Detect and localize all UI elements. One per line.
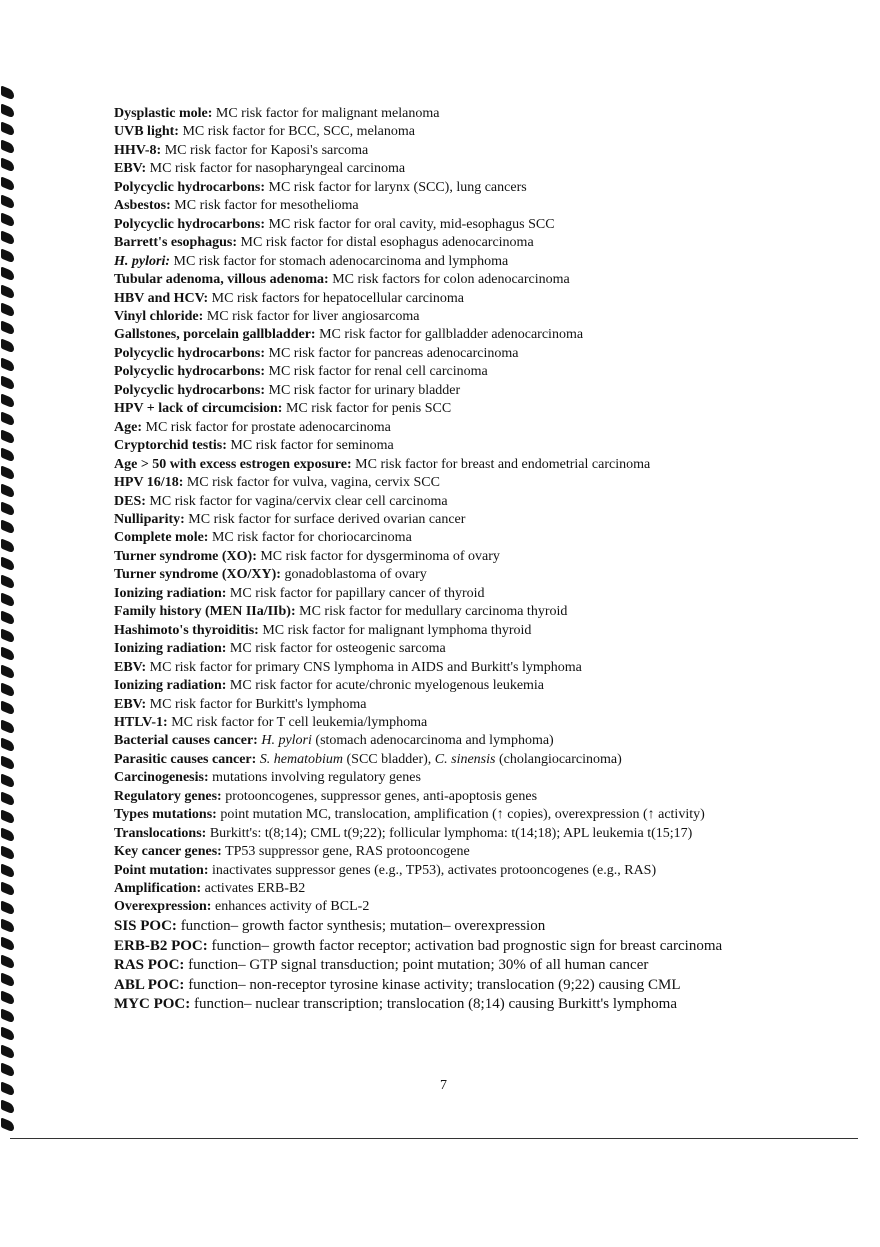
entry-line (114, 677, 854, 695)
entry-line (114, 732, 854, 750)
entry-line (114, 400, 854, 418)
entry-term: EBV: (114, 659, 147, 675)
binding-ring (1, 122, 14, 137)
binding-ring (1, 103, 14, 118)
entry-text: MC risk factor for primary CNS lymphoma in AIDS and Burkitt's lymphoma (146, 659, 582, 675)
entry-term: Parasitic causes cancer: (114, 751, 257, 767)
entry-text: MC risk factors for hepatocellular carcinoma (208, 290, 464, 306)
entry-term: Ionizing radiation: (114, 641, 227, 657)
entry-text: MC risk factor for papillary cancer of thyroid (226, 585, 485, 601)
entry-text: function– growth factor receptor; activation bad prognostic sign for breast carcinoma (207, 937, 723, 954)
entry-line (114, 937, 854, 957)
entry-line (114, 437, 854, 455)
entry-text: inactivates suppressor genes (e.g., TP53), activates protooncogenes (e.g., RAS) (208, 862, 657, 878)
entry-line (114, 566, 854, 584)
entry-term: UVB light: (114, 124, 179, 140)
entry-text: MC risk factor for malignant melanoma (212, 106, 440, 121)
binding-ring (1, 357, 14, 372)
binding-ring (1, 773, 14, 788)
entry-text: MC risk factor for BCC, SCC, melanoma (178, 124, 415, 140)
entry-text: protooncogenes, suppressor genes, anti-apoptosis genes (221, 788, 538, 804)
entry-text: gonadoblastoma of ovary (280, 567, 427, 583)
binding-ring (1, 737, 14, 752)
binding-ring (1, 1081, 14, 1096)
entry-line (114, 880, 854, 898)
entry-term: RAS POC: (114, 957, 185, 974)
entry-text: mutations involving regulatory genes (208, 770, 421, 786)
binding-ring (1, 1099, 14, 1114)
entry-text: MC risk factor for distal esophagus adenocarcinoma (237, 235, 534, 251)
entry-text: MC risk factor for medullary carcinoma thyroid (295, 604, 568, 620)
entry-line (114, 825, 854, 843)
entry-text: MC risk factor for gallbladder adenocarcinoma (315, 327, 584, 343)
binding-ring (1, 646, 14, 661)
entry-term: H. pylori: (114, 253, 170, 269)
entry-text: (stomach adenocarcinoma and lymphoma) (311, 733, 554, 749)
binding-ring (1, 284, 14, 299)
entry-text: MC risk factor for osteogenic sarcoma (226, 641, 446, 657)
entry-line (114, 511, 854, 529)
entry-text: function– nuclear transcription; translocation (8;14) causing Burkitt's lymphoma (190, 996, 677, 1013)
binding-ring (1, 230, 14, 245)
entry-text: MC risk factor for seminoma (226, 438, 394, 454)
spiral-binding (0, 88, 20, 1138)
entry-text: MC risk factor for choriocarcinoma (208, 530, 412, 546)
entry-term: Turner syndrome (XO/XY): (114, 567, 281, 583)
entry-line (114, 843, 854, 861)
entry-term: Gallstones, porcelain gallbladder: (114, 327, 316, 343)
entry-term: DES: (114, 493, 146, 509)
binding-ring (1, 85, 14, 100)
entry-term: Turner syndrome (XO): (114, 548, 257, 564)
entry-text: MC risk factor for malignant lymphoma thyroid (258, 622, 532, 638)
entry-term: HTLV-1: (114, 714, 168, 730)
binding-ring (1, 954, 14, 969)
binding-ring (1, 248, 14, 263)
entry-text: MC risk factor for larynx (SCC), lung cancers (265, 179, 527, 195)
binding-ring (1, 158, 14, 173)
entry-line (114, 271, 854, 289)
entry-term: Polycyclic hydrocarbons: (114, 179, 266, 195)
entry-text: MC risk factor for vulva, vagina, cervix SCC (183, 475, 440, 491)
entry-term: Regulatory genes: (114, 788, 222, 804)
entry-line (114, 474, 854, 492)
entry-text: MC risk factor for urinary bladder (265, 382, 461, 398)
entry-text: MC risk factor for breast and endometrial carcinoma (351, 456, 651, 472)
entry-line (114, 216, 854, 234)
binding-ring (1, 827, 14, 842)
entry-term: Complete mole: (114, 530, 209, 546)
entry-term: Amplification: (114, 881, 202, 897)
entry-term: Asbestos: (114, 198, 171, 214)
binding-ring (1, 665, 14, 680)
entry-term: Cryptorchid testis: (114, 438, 227, 454)
binding-ring (1, 936, 14, 951)
entry-term: Hashimoto's thyroiditis: (114, 622, 259, 638)
binding-ring (1, 918, 14, 933)
binding-ring (1, 755, 14, 770)
binding-ring (1, 212, 14, 227)
entry-term: Bacterial causes cancer: (114, 733, 258, 749)
binding-ring (1, 393, 14, 408)
entry-line (114, 456, 854, 474)
binding-ring (1, 447, 14, 462)
entry-text: MC risk factor for renal cell carcinoma (265, 364, 488, 380)
entry-term: EBV: (114, 696, 147, 712)
entry-line (114, 326, 854, 344)
entry-term: Translocations: (114, 825, 207, 841)
entry-text: Burkitt's: t(8;14); CML t(9;22); follicular lymphoma: t(14;18); APL leukemia t(15;17) (206, 825, 693, 841)
entry-term: SIS POC: (114, 917, 177, 934)
entry-line (114, 696, 854, 714)
entry-term: Tubular adenoma, villous adenoma: (114, 272, 329, 288)
entry-line (114, 529, 854, 547)
entry-text: (cholangiocarcinoma) (495, 751, 622, 767)
binding-ring (1, 900, 14, 915)
binding-ring (1, 628, 14, 643)
entry-line (114, 640, 854, 658)
entry-text: point mutation MC, translocation, amplification (↑ copies), overexpression (↑ activity) (216, 807, 705, 823)
entry-line (114, 622, 854, 640)
binding-ring (1, 864, 14, 879)
entry-term: Overexpression: (114, 899, 212, 915)
entry-line (114, 123, 854, 141)
entry-line (114, 751, 854, 769)
binding-ring (1, 683, 14, 698)
entry-text: (SCC bladder), (343, 751, 435, 767)
binding-ring (1, 882, 14, 897)
entry-text: MC risk factors for colon adenocarcinoma (328, 272, 570, 288)
entry-line (114, 234, 854, 252)
binding-ring (1, 465, 14, 480)
entry-line (114, 419, 854, 437)
entry-term: EBV: (114, 161, 147, 177)
entry-line (114, 898, 854, 916)
entry-text: MC risk factor for Kaposi's sarcoma (161, 142, 369, 158)
entry-text: MC risk factor for acute/chronic myelogenous leukemia (226, 678, 545, 694)
entry-term: Polycyclic hydrocarbons: (114, 216, 266, 232)
entry-text: MC risk factor for oral cavity, mid-esophagus SCC (265, 216, 555, 232)
entry-text: function– non-receptor tyrosine kinase activity; translocation (9;22) causing CML (184, 976, 681, 993)
binding-ring (1, 502, 14, 517)
entry-line (114, 585, 854, 603)
entry-text: function– GTP signal transduction; point mutation; 30% of all human cancer (184, 957, 649, 974)
entry-line (114, 659, 854, 677)
binding-ring (1, 140, 14, 155)
entry-line (114, 493, 854, 511)
entry-term: Polycyclic hydrocarbons: (114, 345, 266, 361)
entry-text: MC risk factor for stomach adenocarcinoma and lymphoma (170, 253, 509, 269)
entry-text: MC risk factor for mesothelioma (170, 198, 359, 214)
notes-list (114, 105, 854, 1015)
entry-term: Nulliparity: (114, 511, 185, 527)
entry-term: HBV and HCV: (114, 290, 209, 306)
entry-line (114, 714, 854, 732)
entry-text: MC risk factor for liver angiosarcoma (203, 308, 420, 324)
entry-line (114, 603, 854, 621)
entry-line (114, 995, 854, 1015)
binding-ring (1, 1117, 14, 1132)
entry-term: Point mutation: (114, 862, 209, 878)
entry-line (114, 788, 854, 806)
binding-ring (1, 411, 14, 426)
binding-ring (1, 990, 14, 1005)
binding-ring (1, 972, 14, 987)
entry-line (114, 917, 854, 937)
binding-ring (1, 610, 14, 625)
entry-term: Barrett's esophagus: (114, 235, 238, 251)
binding-ring (1, 701, 14, 716)
entry-term: Age > 50 with excess estrogen exposure: (114, 456, 352, 472)
entry-term: Age: (114, 419, 142, 435)
binding-ring (1, 375, 14, 390)
binding-ring (1, 339, 14, 354)
entry-line (114, 548, 854, 566)
entry-line (114, 160, 854, 178)
binding-ring (1, 321, 14, 336)
entry-line (114, 345, 854, 363)
entry-term: Polycyclic hydrocarbons: (114, 382, 266, 398)
entry-text: MC risk factor for pancreas adenocarcinoma (265, 345, 519, 361)
entry-term: Ionizing radiation: (114, 678, 227, 694)
entry-line (114, 179, 854, 197)
binding-ring (1, 1045, 14, 1060)
binding-ring (1, 176, 14, 191)
entry-line (114, 862, 854, 880)
binding-ring (1, 1063, 14, 1078)
binding-ring (1, 194, 14, 209)
binding-ring (1, 538, 14, 553)
entry-term: Carcinogenesis: (114, 770, 209, 786)
entry-term: Family history (MEN IIa/IIb): (114, 604, 296, 620)
binding-ring (1, 791, 14, 806)
entry-text: MC risk factor for prostate adenocarcinoma (142, 419, 391, 435)
entry-text: MC risk factor for Burkitt's lymphoma (146, 696, 367, 712)
entry-text: MC risk factor for penis SCC (282, 401, 452, 417)
entry-line (114, 308, 854, 326)
entry-term: HPV 16/18: (114, 475, 184, 491)
entry-term: Key cancer genes: (114, 844, 222, 860)
entry-line (114, 956, 854, 976)
entry-line (114, 976, 854, 996)
entry-text: MC risk factor for dysgerminoma of ovary (256, 548, 500, 564)
binding-ring (1, 303, 14, 318)
entry-term: ERB-B2 POC: (114, 937, 208, 954)
binding-ring (1, 574, 14, 589)
entry-line (114, 290, 854, 308)
binding-ring (1, 484, 14, 499)
entry-text: MC risk factor for vagina/cervix clear cell carcinoma (145, 493, 448, 509)
entry-text: MC risk factor for surface derived ovarian cancer (184, 511, 466, 527)
entry-term: Polycyclic hydrocarbons: (114, 364, 266, 380)
entry-term: ABL POC: (114, 976, 185, 993)
binding-ring (1, 846, 14, 861)
entry-text: function– growth factor synthesis; mutation– overexpression (176, 917, 546, 934)
entry-term: HPV + lack of circumcision: (114, 401, 283, 417)
entry-line (114, 806, 854, 824)
entry-term: Dysplastic mole: (114, 106, 213, 121)
entry-term: MYC POC: (114, 996, 191, 1013)
binding-ring (1, 266, 14, 281)
entry-text: enhances activity of BCL-2 (211, 899, 370, 915)
binding-ring (1, 429, 14, 444)
entry-line (114, 105, 854, 123)
entry-term: Types mutations: (114, 807, 217, 823)
entry-italic: S. hematobium (259, 751, 344, 767)
binding-ring (1, 592, 14, 607)
entry-line (114, 363, 854, 381)
binding-ring (1, 809, 14, 824)
entry-text: activates ERB-B2 (201, 881, 306, 897)
binding-ring (1, 1008, 14, 1023)
binding-ring (1, 556, 14, 571)
entry-term: HHV-8: (114, 142, 162, 158)
entry-line (114, 253, 854, 271)
binding-ring (1, 1027, 14, 1042)
entry-text: TP53 suppressor gene, RAS protooncogene (221, 844, 470, 860)
entry-term: Vinyl chloride: (114, 308, 204, 324)
entry-line (114, 382, 854, 400)
entry-italic: C. sinensis (434, 751, 496, 767)
entry-text: MC risk factor for T cell leukemia/lymphoma (167, 714, 428, 730)
entry-line (114, 142, 854, 160)
entry-term: Ionizing radiation: (114, 585, 227, 601)
entry-line (114, 769, 854, 787)
entry-italic: H. pylori (261, 733, 312, 749)
binding-ring (1, 520, 14, 535)
entry-text: MC risk factor for nasopharyngeal carcinoma (146, 161, 406, 177)
page-number: 7 (440, 1078, 447, 1093)
binding-ring (1, 719, 14, 734)
entry-line (114, 197, 854, 215)
bottom-rule (10, 1138, 858, 1139)
